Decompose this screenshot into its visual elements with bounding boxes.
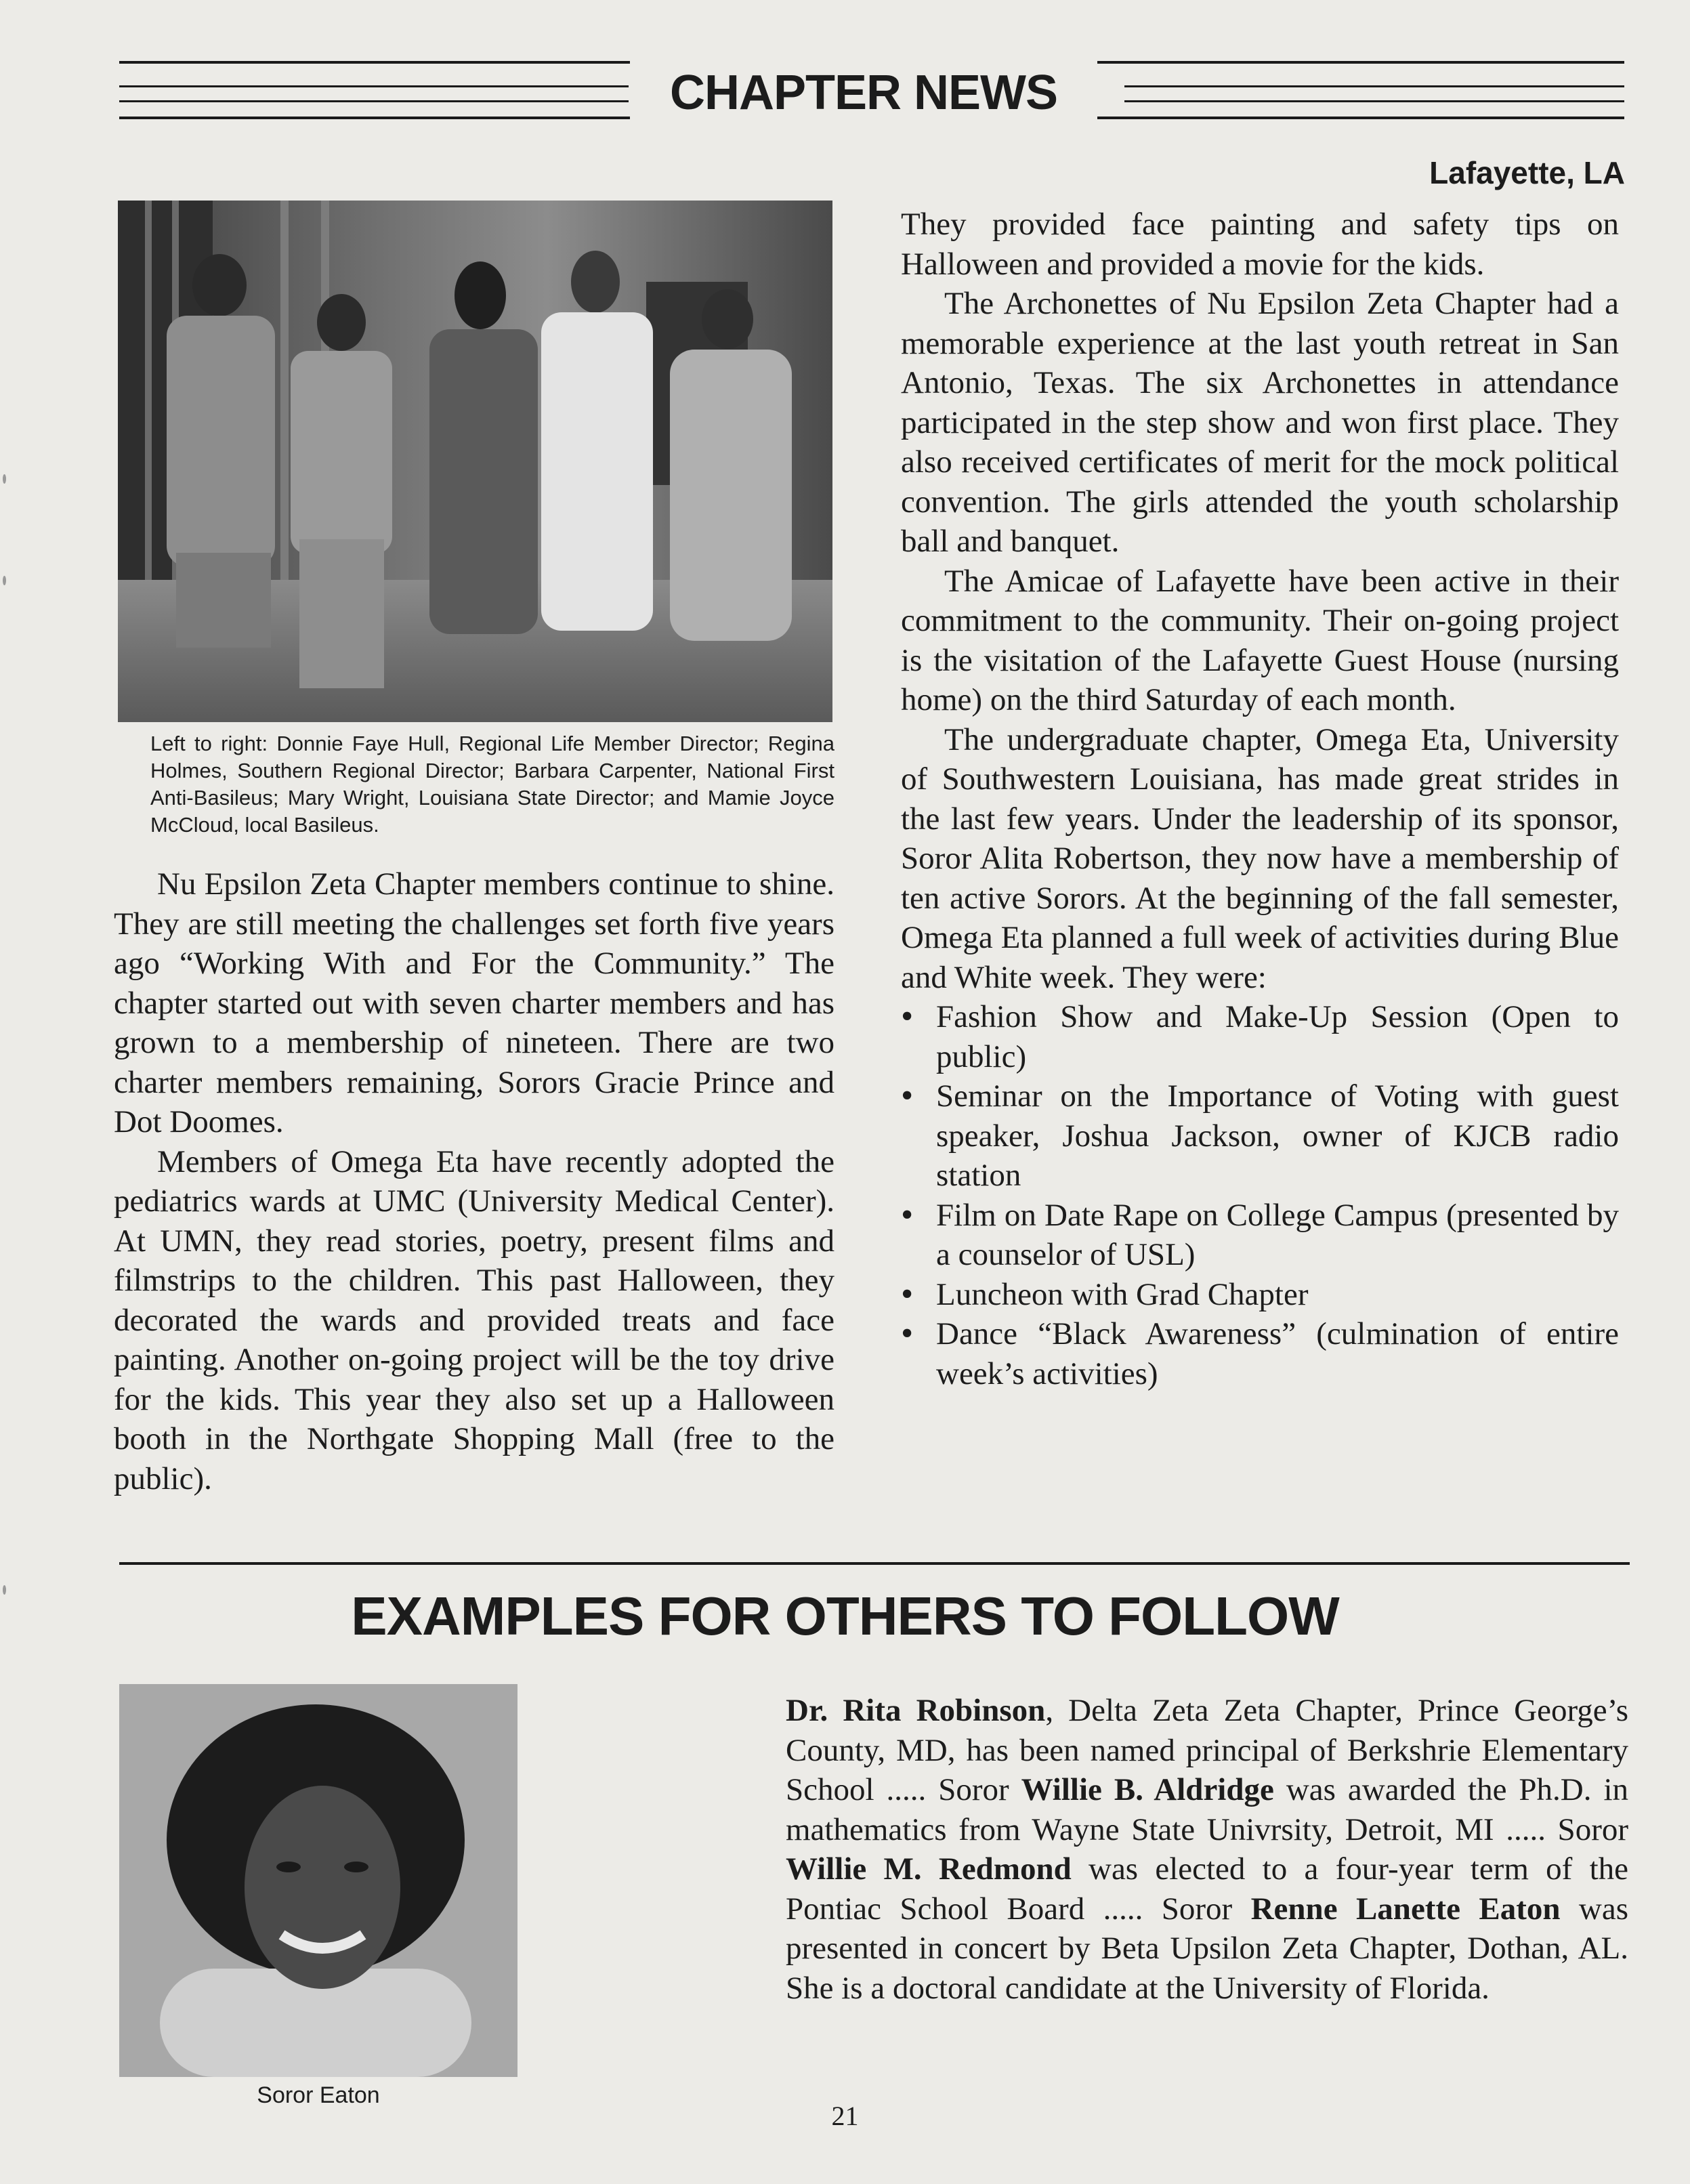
honoree-name: Willie B. Aldridge [1021,1772,1274,1807]
left-paragraph-1: Nu Epsilon Zeta Chapter members continue to shine. They are still meeting the challenges set forth five years ago “Working With and For the Community.” The chapter started out with seven charter members and has grown to a membership of nineteen. There are two charter members remaining, Sorors Gracie Prince and Dot Doomes. [114,866,835,1139]
section-header-title: CHAPTER NEWS [630,56,1097,130]
left-paragraph-2: Members of Omega Eta have recently adopted the pediatrics wards at UMC (University Medical Center). At UMN, they read stories, poetry, present films and filmstrips to the children. This past Halloween, they decorated the wards and provided treats and face painting. Another on-going project will be the toy drive for the kids. This year they also set up a Halloween booth in the Northgate Shopping Mall (free to the public). [114,1143,835,1496]
examples-text-segment: , Delta Zeta Zeta Chapter, Prince George’s County, MD, has been named principal of Berkshrie Elementary School ..... Soror [786,1693,1628,1807]
examples-text-segment: was elected to a four-year term of the Pontiac School Board ..... Soror [786,1851,1628,1927]
portrait-photo [119,1684,517,2077]
group-photo-caption: Left to right: Donnie Faye Hull, Regional Life Member Director; Regina Holmes, Southern Regional Director; Barbara Carpenter, National First Anti-Basileus; Mary Wright, Louisiana State Director; and Mamie Joyce McCloud, local Basileus. [150,732,835,837]
honoree-name: Dr. Rita Robinson [786,1693,1046,1728]
right-column [901,205,1619,1393]
section-divider [119,1562,1630,1565]
activity-item: • Film on Date Rape on College Campus (presented by a counselor of USL) [901,1196,1619,1275]
activities-list [901,997,1619,1393]
right-paragraph-1: They provided face painting and safety tips on Halloween and provided a movie for the kids. [901,207,1619,282]
right-paragraph-3: The Amicae of Lafayette have been active in their commitment to the community. Their on-going project is the visitation of the Lafayette Guest House (nursing home) on the third Saturday of each month. [901,563,1619,717]
scan-mark [3,474,6,484]
group-photo [118,201,832,722]
dateline: Lafayette, LA [1429,155,1625,190]
scan-mark [3,1585,6,1595]
activity-item: • Seminar on the Importance of Voting with guest speaker, Joshua Jackson, owner of KJCB radio station [901,1076,1619,1196]
header-rule-right-2 [1124,100,1624,102]
honoree-name: Willie M. Redmond [786,1851,1072,1887]
examples-text-segment: was awarded the Ph.D. in mathematics from Wayne State Univrsity, Detroit, MI ..... Soror [786,1772,1629,1847]
header-rule-left-2 [119,100,629,102]
activity-item: • Fashion Show and Make-Up Session (Open to public) [901,997,1619,1076]
examples-paragraph [786,1691,1628,2008]
header-rule-left-1 [119,85,629,87]
right-paragraph-2: The Archonettes of Nu Epsilon Zeta Chapter had a memorable experience at the last youth retreat in San Antonio, Texas. The six Archonettes in attendance participated in the step show and won first place. They also received certificates of merit for the mock political convention. The girls attended the youth scholarship ball and banquet. [901,286,1619,559]
page-number: 21 [831,2101,859,2131]
header-rule-right-1 [1124,85,1624,87]
left-column [114,864,835,1498]
scan-mark [3,576,6,585]
activity-item: • Dance “Black Awareness” (culmination of entire week’s activities) [901,1314,1619,1393]
examples-text [786,1691,1628,2008]
right-paragraph-4: The undergraduate chapter, Omega Eta, University of Southwestern Louisiana, has made great strides in the last few years. Under the leadership of its sponsor, Soror Alita Robertson, they now have a membership of ten active Sorors. At the beginning of the fall semester, Omega Eta planned a full week of activities during Blue and White week. They were: [901,721,1619,995]
honoree-name: Renne Lanette Eaton [1250,1891,1561,1927]
portrait-caption: Soror Eaton [257,2082,380,2108]
examples-section-title: EXAMPLES FOR OTHERS TO FOLLOW [351,1586,1339,1646]
examples-text-segment: was presented in concert by Beta Upsilon Zeta Chapter, Dothan, AL. She is a doctoral candidate at the University of Florida. [786,1891,1629,2006]
activity-item: • Luncheon with Grad Chapter [901,1275,1619,1315]
